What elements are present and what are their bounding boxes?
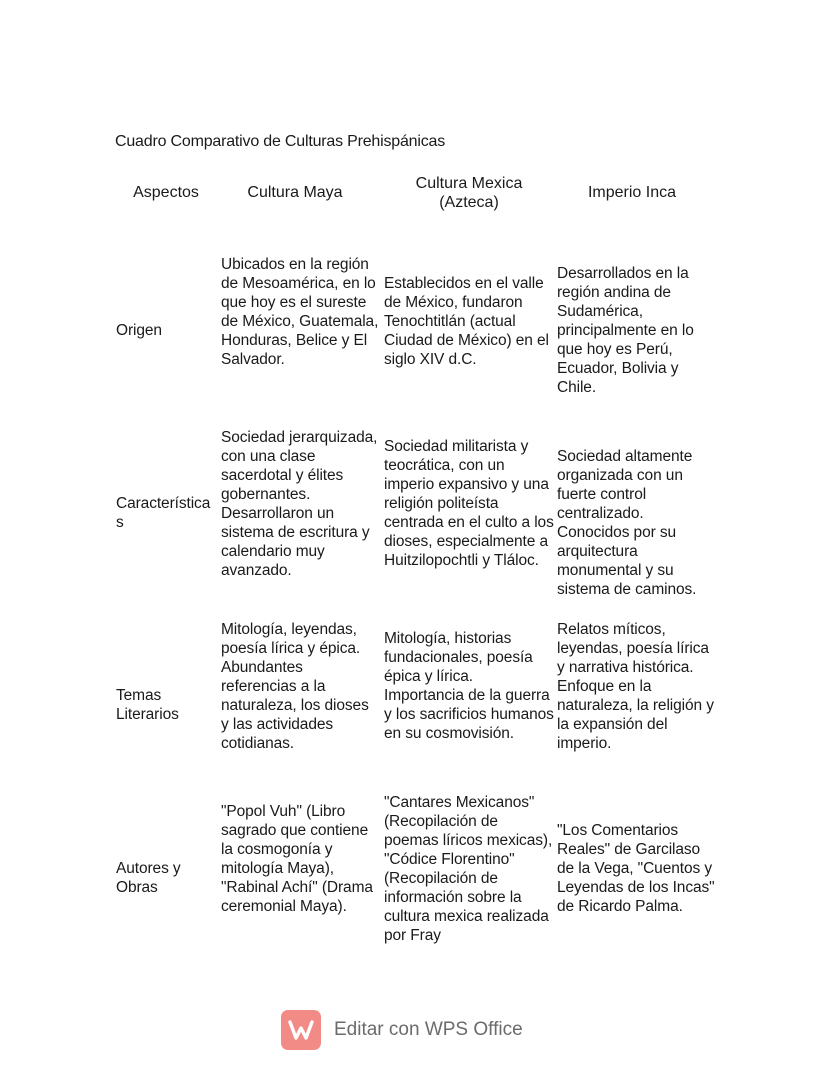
row-caracteristicas-maya: Sociedad jerarquizada, con una clase sacerdotal y élites gobernantes. Desarrollaron un sistema de escritura y calendario muy avanzado. [221, 429, 378, 579]
row-origen-aspect: Origen [116, 322, 162, 339]
row-temas-mexica: Mitología, historias fundacionales, poesía épica y lírica. Importancia de la guerra y los sacrificios humanos en su cosmovisión. [384, 630, 554, 742]
row-autores-inca: "Los Comentarios Reales" de Garcilaso de la Vega, "Cuentos y Leyendas de los Incas" de Ricardo Palma. [557, 822, 715, 915]
row-temas-inca: Relatos míticos, leyendas, poesía lírica y narrativa histórica. Enfoque en la naturaleza, la religión y la expansión del imperio. [557, 621, 714, 752]
row-temas-maya: Mitología, leyendas, poesía lírica y épica. Abundantes referencias a la naturaleza, los dioses y las actividades cotidianas. [221, 621, 369, 752]
row-caracteristicas-aspect: Características [116, 495, 211, 531]
header-inca: Imperio Inca [587, 184, 677, 201]
row-caracteristicas-mexica: Sociedad militarista y teocrática, con un imperio expansivo y una religión politeísta centrada en el culto a los dioses, especialmente a Huitzilopochtli y Tláloc. [384, 438, 554, 569]
row-origen-inca: Desarrollados en la región andina de Sudamérica, principalmente en lo que hoy es Perú, Ecuador, Bolivia y Chile. [557, 265, 694, 396]
document-title: Cuadro Comparativo de Culturas Prehispánicas [115, 133, 446, 150]
row-autores-mexica: "Cantares Mexicanos" (Recopilación de poemas líricos mexicas), "Códice Florentino" (Recopilación de información sobre la cultura mexica realizada por Fray [384, 794, 553, 944]
row-caracteristicas-inca: Sociedad altamente organizada con un fuerte control centralizado. Conocidos por su arquitectura monumental y su sistema de caminos. [557, 448, 697, 598]
header-maya: Cultura Maya [247, 184, 343, 201]
header-aspectos: Aspectos [133, 184, 199, 201]
row-origen-maya: Ubicados en la región de Mesoamérica, en lo que hoy es el sureste de México, Guatemala, Honduras, Belice y El Salvador. [221, 256, 379, 368]
row-temas-aspect: Temas Literarios [116, 687, 179, 723]
row-autores-maya: "Popol Vuh" (Libro sagrado que contiene la cosmogonía y mitología Maya), "Rabinal Achí" (Drama ceremonial Maya). [221, 803, 373, 915]
edit-with-wps-label: Editar con WPS Office [334, 1019, 523, 1040]
row-autores-aspect: Autores y Obras [116, 860, 181, 896]
header-mexica: Cultura Mexica (Azteca) [415, 175, 523, 211]
edit-with-wps-button[interactable] [281, 1010, 523, 1050]
wps-logo-icon [281, 1010, 321, 1050]
row-origen-mexica: Establecidos en el valle de México, fundaron Tenochtitlán (actual Ciudad de México) en el siglo XIV d.C. [384, 275, 549, 368]
